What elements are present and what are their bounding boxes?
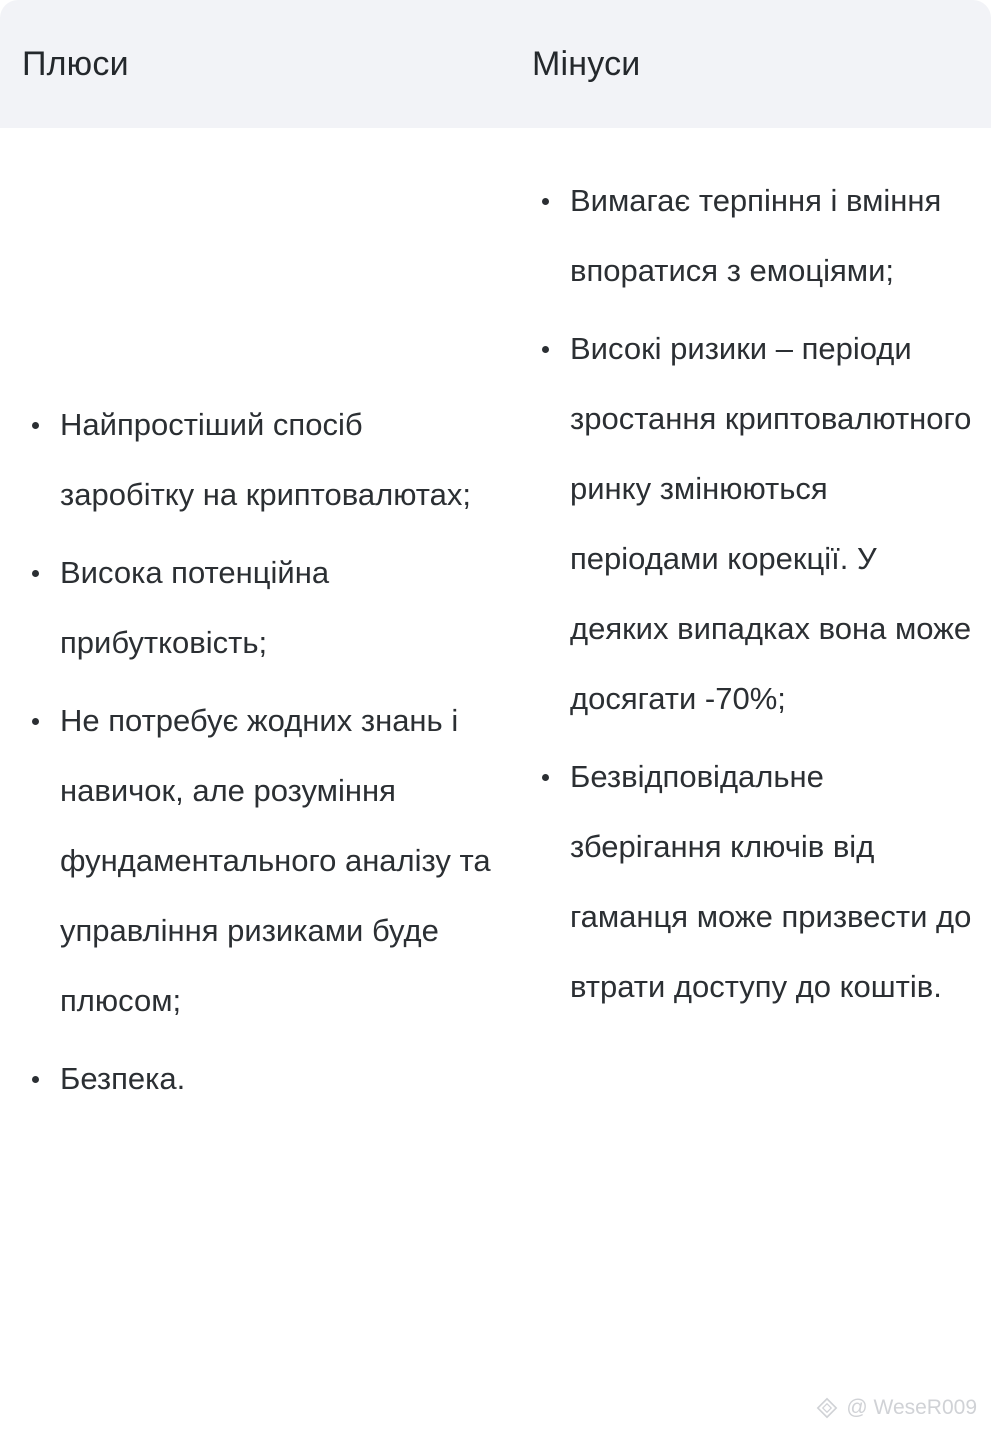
column-header-pros: Плюси	[22, 44, 129, 83]
list-item: Безвідповідальне зберігання ключів від гаманця може призвести до втрати доступу до коштів.	[532, 742, 981, 1022]
list-item: Висока потенційна прибутковість;	[22, 538, 500, 678]
table-body	[0, 128, 991, 1430]
diamond-icon	[816, 1397, 838, 1419]
list-item: Не потребує жодних знань і навичок, але розуміння фундаментального аналізу та управління ризиками буде плюсом;	[22, 686, 500, 1036]
column-pros	[0, 128, 520, 1122]
list-item: Вимагає терпіння і вміння впоратися з емоціями;	[532, 166, 981, 306]
watermark	[816, 1396, 977, 1420]
watermark-text: @ WeseR009	[846, 1396, 977, 1419]
list-item: Високі ризики – періоди зростання криптовалютного ринку змінюються періодами корекції. У деяких випадках вона може досягати -70%;	[532, 314, 981, 734]
table-header-row	[0, 0, 991, 128]
cons-list	[532, 128, 981, 1022]
column-cons	[520, 128, 991, 1030]
list-item: Безпека.	[22, 1044, 500, 1114]
list-item: Найпростіший спосіб заробітку на криптовалютах;	[22, 390, 500, 530]
column-header-cons: Мінуси	[532, 44, 641, 83]
pros-list	[22, 128, 500, 1114]
